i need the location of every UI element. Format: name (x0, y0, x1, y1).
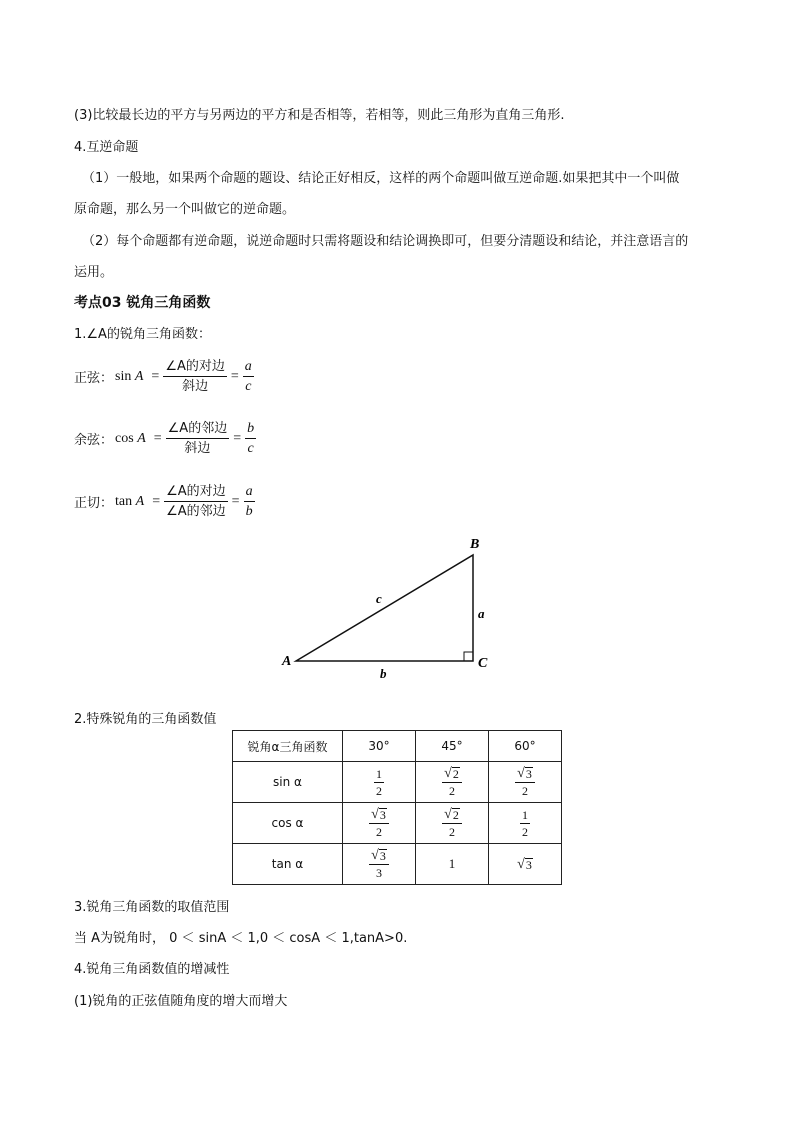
value-cell: $\frac{1}{2}$ (489, 803, 562, 844)
table-row (233, 803, 562, 844)
tangent-label: 正切： (74, 496, 114, 511)
sine-ratio-den: c (245, 379, 252, 394)
converse-usage-line2: 运用。 (74, 265, 114, 280)
side-a-label: a (478, 606, 485, 621)
cosine-numerator: ∠A的邻边 (166, 420, 230, 439)
cosine-function: cos A (115, 430, 146, 446)
triangle-shape (296, 555, 473, 661)
cosine-word-fraction (166, 420, 230, 457)
value-cell: √ 3 (489, 844, 562, 885)
function-cell: tan α (233, 844, 343, 885)
range-statement: 当 A为锐角时， 0 ＜ sinA ＜ 1,0 ＜ cosA ＜ 1,tanA>0. (74, 931, 408, 946)
tangent-ratio-num: a (244, 483, 255, 502)
sine-function: sin A (115, 368, 144, 384)
section-converse-propositions: 4.互逆命题 (74, 140, 139, 155)
item-special-angles: 2.特殊锐角的三角函数值 (74, 712, 217, 727)
right-triangle-diagram (270, 530, 510, 685)
sine-label: 正弦： (74, 371, 114, 386)
heading-acute-trig: 考点03 锐角三角函数 (74, 295, 211, 311)
tangent-ratio (244, 483, 255, 520)
function-cell: sin α (233, 762, 343, 803)
converse-usage-line1: （2）每个命题都有逆命题，说逆命题时只需将题设和结论调换即可，但要分清题设和结论，并注意语言的 (82, 234, 689, 249)
item-trig-definitions: 1.∠A的锐角三角函数： (74, 327, 211, 342)
tangent-denominator: ∠A的邻边 (166, 504, 226, 519)
value-cell: √ 3 2 (343, 803, 416, 844)
value-cell: √ 3 2 (489, 762, 562, 803)
cosine-ratio-den: c (247, 441, 254, 456)
table-header-row (233, 731, 562, 762)
tangent-formula: 正切： tan A = $\frac{\text{∠A的对边}}{\text{∠A的邻边}}$ = $\frac{a}{b}$ (74, 484, 253, 519)
sine-ratio (243, 358, 254, 395)
special-angle-table (232, 730, 562, 885)
cosine-formula: 余弦： cos A = $\frac{\text{∠A的邻边}}{\text{斜边}}$ = $\frac{b}{c}$ (74, 421, 255, 456)
converse-definition-line2: 原命题，那么另一个叫做它的逆命题。 (74, 202, 296, 217)
vertex-c-label: C (478, 656, 488, 671)
cosine-denominator: 斜边 (184, 441, 211, 456)
vertex-b-label: B (470, 537, 480, 552)
value-cell: $\frac{1}{2}$ (343, 762, 416, 803)
paragraph-pythagorean-step3: (3)比较最长边的平方与另两边的平方和是否相等，若相等，则此三角形为直角三角形. (74, 108, 565, 123)
value-cell: √ 3 3 (343, 844, 416, 885)
item-value-range: 3.锐角三角函数的取值范围 (74, 900, 230, 915)
tangent-word-fraction (164, 483, 228, 520)
tangent-numerator: ∠A的对边 (164, 483, 228, 502)
table-row (233, 762, 562, 803)
sine-word-fraction (163, 358, 227, 395)
table-header-cell: 锐角α三角函数 (233, 731, 343, 762)
tangent-ratio-den: b (245, 504, 253, 519)
cosine-ratio-num: b (245, 420, 256, 439)
sine-ratio-num: a (243, 358, 254, 377)
function-cell: cos α (233, 803, 343, 844)
value-cell: √ 2 2 (416, 803, 489, 844)
value-cell: √ 2 2 (416, 762, 489, 803)
vertex-a-label: A (282, 654, 292, 669)
sine-formula: 正弦： sin A = $\frac{\text{∠A的对边}}{\text{斜边}}$ = $\frac{a}{c}$ (74, 359, 252, 394)
table-header-cell: 30° (343, 731, 416, 762)
side-c-label: c (376, 591, 382, 606)
sine-numerator: ∠A的对边 (163, 358, 227, 377)
table-header-cell: 60° (489, 731, 562, 762)
cosine-label: 余弦： (74, 433, 114, 448)
tangent-function: tan A (115, 493, 145, 509)
value-cell: 1 (416, 844, 489, 885)
monotonicity-sine: (1)锐角的正弦值随角度的增大而增大 (74, 994, 288, 1009)
table-header-cell: 45° (416, 731, 489, 762)
item-monotonicity: 4.锐角三角函数值的增减性 (74, 962, 230, 977)
table-row (233, 844, 562, 885)
sine-denominator: 斜边 (182, 379, 209, 394)
cosine-ratio (245, 420, 256, 457)
side-b-label: b (380, 666, 387, 681)
right-angle-marker (464, 652, 473, 661)
converse-definition-line1: （1）一般地，如果两个命题的题设、结论正好相反，这样的两个命题叫做互逆命题.如果把其中一个叫做 (82, 171, 680, 186)
